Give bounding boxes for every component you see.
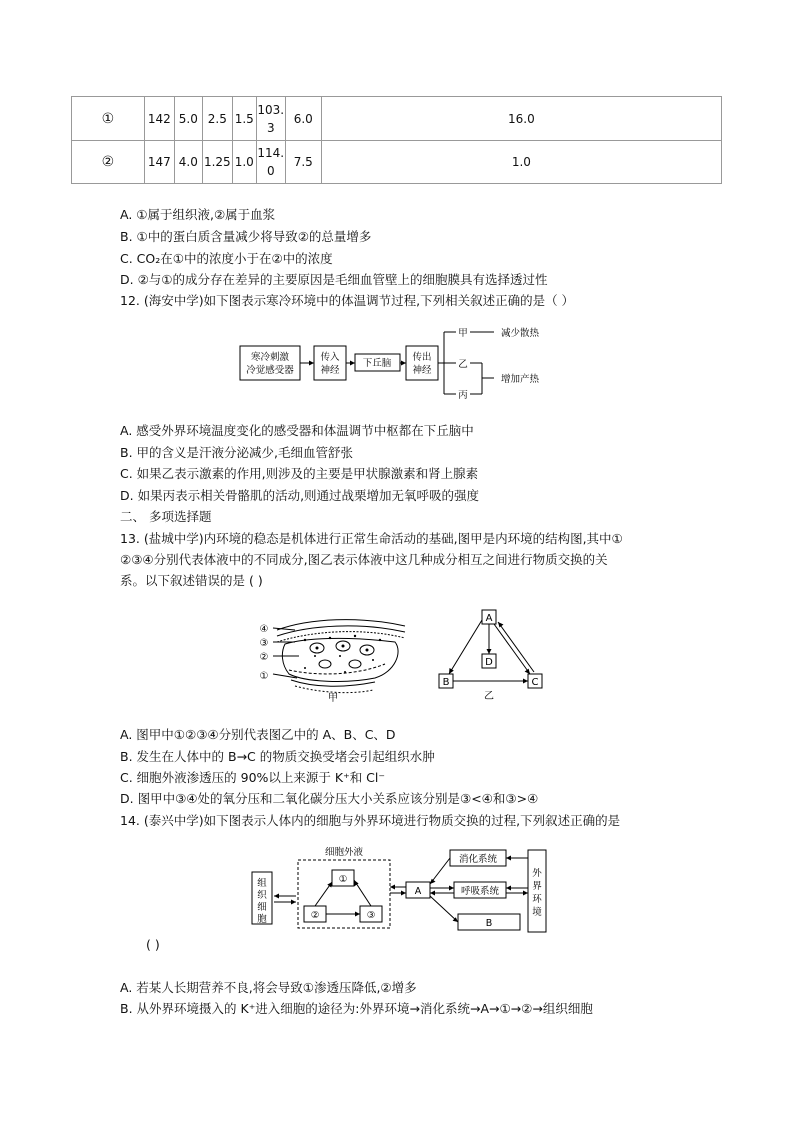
table-cell: 6.0 [285,97,321,141]
q12-box-text: 神经 [320,365,340,376]
q14-stem: 14. (泰兴中学)如下图表示人体内的细胞与外界环境进行物质交换的过程,下列叙述正确的是 [120,813,621,828]
q14-outside-char: 界 [532,881,542,892]
q14-diagram [248,842,553,934]
q12-option-a: A. 感受外界环境温度变化的感受器和体温调节中枢都在下丘脑中 [120,423,474,438]
q12-output: 增加产热 [500,374,540,385]
q12-box-text: 传入 [320,352,340,363]
cell-line: 114. [257,146,285,160]
table-cell: 16.0 [321,97,721,141]
q14-node-1: ① [338,874,348,885]
q13-stem-line: ②③④分别代表体液中的不同成分,图乙表示体液中这几种成分相互之间进行物质交换的关 [120,552,608,567]
q12-label-bing: 丙 [458,390,468,401]
q12-option-d: D. 如果丙表示相关骨骼肌的活动,则通过战栗增加无氧呼吸的强度 [120,488,480,503]
table-cell: 5.0 [174,97,202,141]
node-a: A [485,613,493,624]
q13-stem-line: 系。以下叙述错误的是 ( ) [120,573,263,588]
section-heading: 二、 多项选择题 [120,509,212,524]
q14-digest: 消化系统 [458,854,498,865]
node-b: B [442,677,450,688]
q14-tissue-char: 细 [257,902,267,913]
q14-answer-paren: ( ) [146,937,160,952]
node-c: C [531,677,539,688]
table-cell: 1.0 [321,141,721,184]
q14-tissue-char: 组 [257,878,267,889]
cell-line: 3 [266,120,275,135]
table-cell [256,97,285,141]
table-cell: 1.0 [232,141,256,184]
table-cell: 1.25 [202,141,232,184]
q12-diagram [230,322,560,406]
q14-tissue-char: 织 [257,890,267,901]
q14-outside-char: 境 [532,907,542,918]
q12-label-yi: 乙 [458,359,468,370]
q14-option-b: B. 从外界环境摄入的 K⁺进入细胞的途径为:外界环境→消化系统→A→①→②→组织细胞 [120,1001,593,1016]
row-label: ② [72,141,145,184]
table-row [72,141,722,184]
table-cell: 7.5 [285,141,321,184]
q13-option-b: B. 发生在人体中的 B→C 的物质交换受堵会引起组织水肿 [120,749,435,764]
row-label: ① [72,97,145,141]
cell-line: 103. [257,102,285,117]
fig-caption-jia: 甲 [328,693,338,704]
q11-option-d: D. ②与①的成分存在差异的主要原因是毛细血管壁上的细胞膜具有选择透过性 [120,272,548,287]
q12-label-jia: 甲 [458,328,468,339]
table-cell: 1.5 [232,97,256,141]
q12-box-text: 冷觉感受器 [246,365,294,376]
fig-label: ② [259,652,269,663]
q12-output: 减少散热 [500,328,540,339]
q14-node-a: A [414,886,422,897]
table-cell: 4.0 [174,141,202,184]
fig-label: ③ [259,638,269,649]
q11-option-a: A. ①属于组织液,②属于血浆 [120,207,276,222]
node-d: D [485,657,493,668]
q14-outside-char: 外 [532,868,542,879]
fig-label: ① [259,671,269,682]
q12-stem: 12. (海安中学)如下图表示寒冷环境中的体温调节过程,下列相关叙述正确的是（ ） [120,293,575,308]
q11-option-b: B. ①中的蛋白质含量减少将导致②的总量增多 [120,229,372,244]
q11-option-c: C. CO₂在①中的浓度小于在②中的浓度 [120,251,333,266]
q14-option-a: A. 若某人长期营养不良,将会导致①渗透压降低,②增多 [120,980,417,995]
table-cell: 142 [144,97,174,141]
q14-outside-char: 环 [532,894,542,905]
q13-option-a: A. 图甲中①②③④分别代表图乙中的 A、B、C、D [120,727,396,742]
q14-resp: 呼吸系统 [460,886,500,897]
q14-extracellular-label: 细胞外液 [324,847,364,858]
data-table [71,96,722,184]
table-row [72,97,722,141]
q12-box-text: 下丘脑 [362,358,392,369]
q13-stem-line: 13. (盐城中学)内环境的稳态是机体进行正常生命活动的基础,图甲是内环境的结构图,其中① [120,531,623,546]
table-cell [256,141,285,184]
q14-node-b: B [485,918,493,929]
q12-box-text: 传出 [412,352,432,363]
q14-node-2: ② [310,910,320,921]
table-cell: 2.5 [202,97,232,141]
q13-option-d: D. 图甲中③④处的氧分压和二氧化碳分压大小关系应该分别是③<④和③>④ [120,791,539,806]
table-cell: 147 [144,141,174,184]
q13-option-c: C. 细胞外液渗透压的 90%以上来源于 K⁺和 Cl⁻ [120,770,385,785]
q14-tissue-char: 胞 [257,914,267,925]
fig-label: ④ [259,624,269,635]
q13-figure-yi [432,606,552,702]
q12-option-b: B. 甲的含义是汗液分泌减少,毛细血管舒张 [120,445,353,460]
q12-option-c: C. 如果乙表示激素的作用,则涉及的主要是甲状腺激素和肾上腺素 [120,466,479,481]
q14-node-3: ③ [366,910,376,921]
q12-box-text: 寒冷刺激 [250,352,290,363]
cell-line: 0 [266,164,275,178]
fig-caption-yi: 乙 [484,691,494,702]
q12-box-text: 神经 [412,365,432,376]
q13-figure-jia [255,612,415,708]
